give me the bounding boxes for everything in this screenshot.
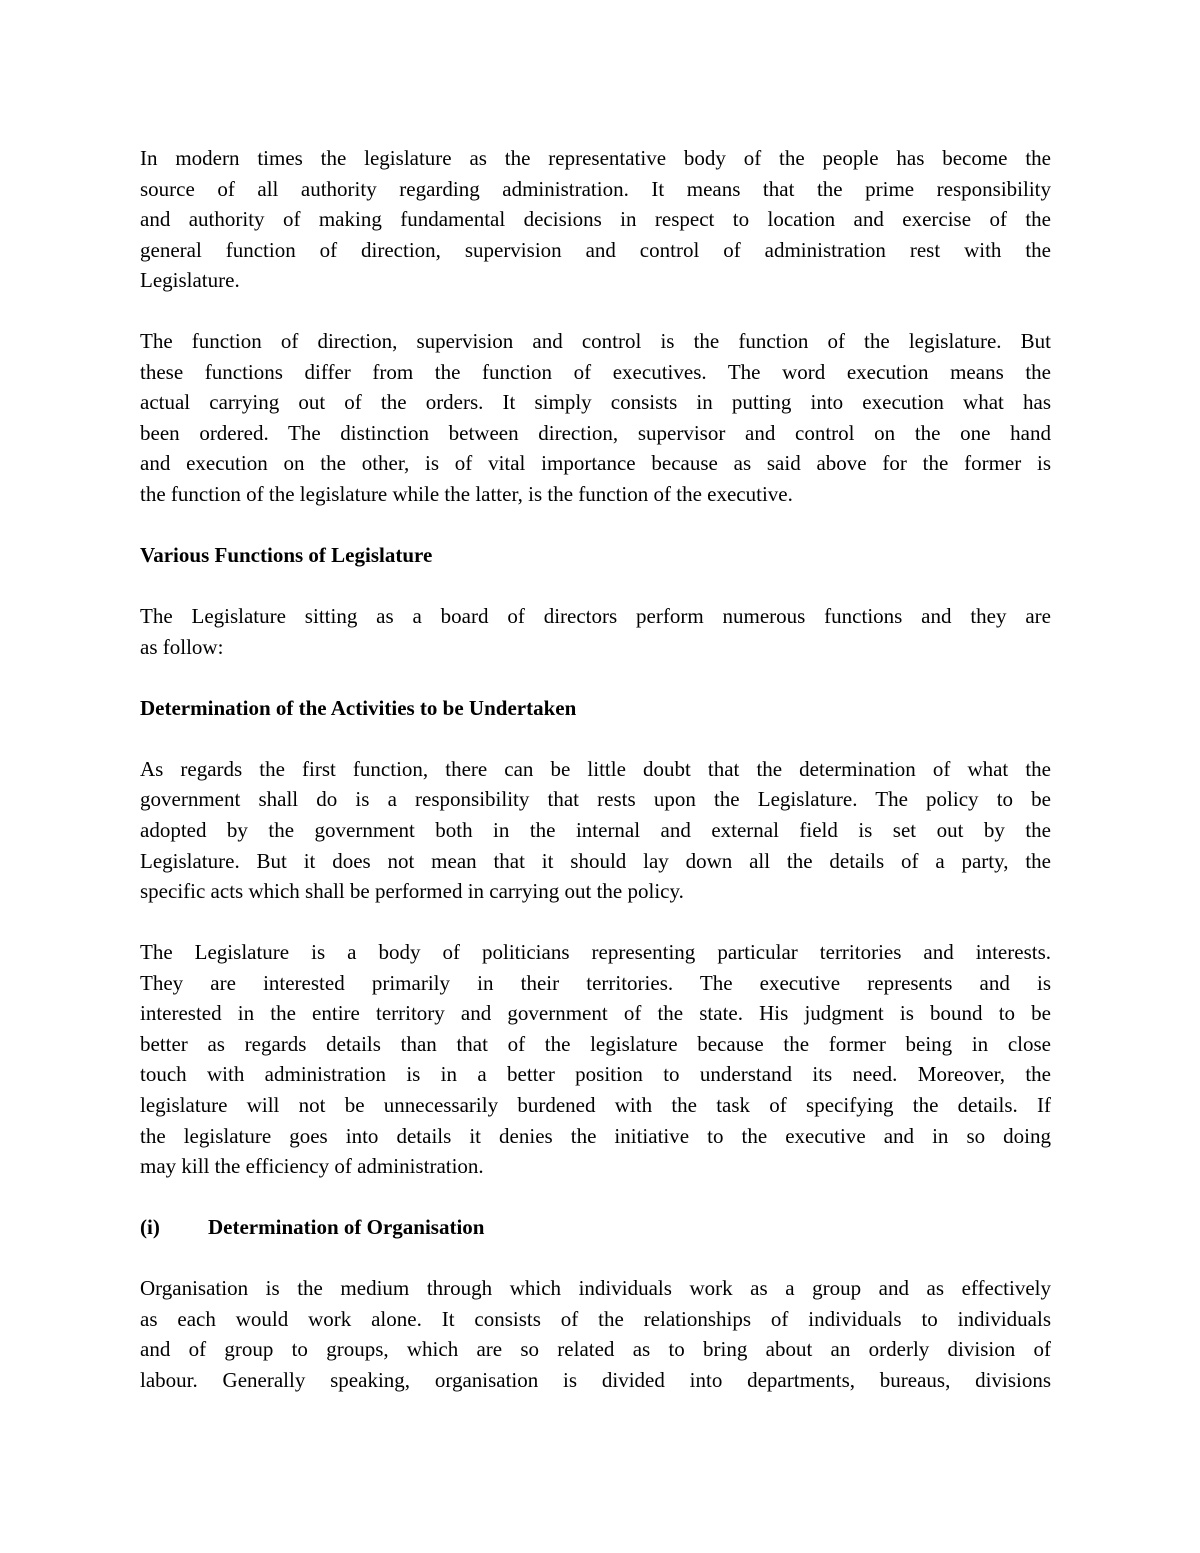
text-line: adopted by the government both in the internal and external field is set out by the xyxy=(140,818,1051,843)
text-line: Legislature. But it does not mean that it should lay down all the details of a party, the xyxy=(140,848,1051,873)
text-line: Legislature. xyxy=(140,268,240,293)
text-line: touch with administration is in a better position to understand its need. Moreover, the xyxy=(140,1062,1051,1087)
paragraph xyxy=(140,754,1051,907)
paragraph xyxy=(140,326,1051,509)
paragraph xyxy=(140,143,1051,296)
text-line: interested in the entire territory and government of the state. His judgment is bound to be xyxy=(140,1001,1051,1026)
numbered-heading xyxy=(140,1212,1051,1243)
text-line: The Legislature sitting as a board of directors perform numerous functions and they are xyxy=(140,604,1051,629)
text-line: may kill the efficiency of administration. xyxy=(140,1154,484,1179)
text-line: source of all authority regarding administration. It means that the prime responsibility xyxy=(140,176,1051,201)
text-line: and authority of making fundamental decisions in respect to location and exercise of the xyxy=(140,207,1051,232)
paragraph xyxy=(140,937,1051,1181)
heading-title: Determination of Organisation xyxy=(208,1215,485,1240)
paragraph xyxy=(140,1273,1051,1395)
text-line: The Legislature is a body of politicians representing particular territories and interests. xyxy=(140,940,1051,965)
text-line: government shall do is a responsibility that rests upon the Legislature. The policy to be xyxy=(140,787,1051,812)
text-line: Organisation is the medium through which individuals work as a group and as effectively xyxy=(140,1276,1051,1301)
text-line: They are interested primarily in their territories. The executive represents and is xyxy=(140,970,1051,995)
text-line: legislature will not be unnecessarily burdened with the task of specifying the details. If xyxy=(140,1092,1051,1117)
paragraph xyxy=(140,601,1051,662)
text-line: and execution on the other, is of vital importance because as said above for the former is xyxy=(140,451,1051,476)
text-line: specific acts which shall be performed in carrying out the policy. xyxy=(140,879,684,904)
section-heading: Determination of the Activities to be Undertaken xyxy=(140,695,577,720)
text-line: as each would work alone. It consists of the relationships of individuals to individuals xyxy=(140,1306,1051,1331)
text-line: labour. Generally speaking, organisation is divided into departments, bureaus, divisions xyxy=(140,1367,1051,1392)
text-line: As regards the first function, there can be little doubt that the determination of what the xyxy=(140,756,1051,781)
text-line: better as regards details than that of the legislature because the former being in close xyxy=(140,1031,1051,1056)
text-line: and of group to groups, which are so related as to bring about an orderly division of xyxy=(140,1337,1051,1362)
section-heading: Various Functions of Legislature xyxy=(140,543,433,568)
text-line: the legislature goes into details it denies the initiative to the executive and in so doing xyxy=(140,1123,1051,1148)
text-line: general function of direction, supervision and control of administration rest with the xyxy=(140,237,1051,262)
text-line: been ordered. The distinction between direction, supervisor and control on the one hand xyxy=(140,420,1051,445)
text-line: The function of direction, supervision and control is the function of the legislature. But xyxy=(140,329,1051,354)
text-line: the function of the legislature while the latter, is the function of the executive. xyxy=(140,482,793,507)
heading-number: (i) xyxy=(140,1215,160,1240)
text-line: In modern times the legislature as the representative body of the people has become the xyxy=(140,146,1051,170)
document-page xyxy=(140,143,1051,1395)
text-line: these functions differ from the function of executives. The word execution means the xyxy=(140,359,1051,384)
text-line: actual carrying out of the orders. It simply consists in putting into execution what has xyxy=(140,390,1051,415)
text-line: as follow: xyxy=(140,634,224,659)
